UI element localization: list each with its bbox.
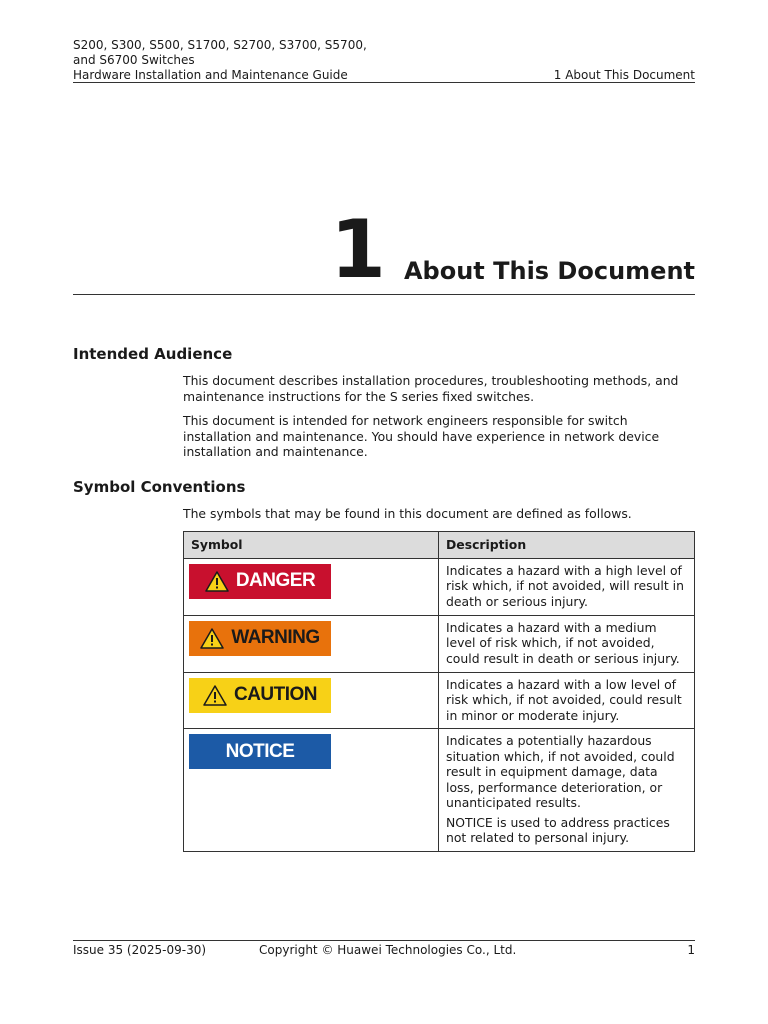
caution-label: CAUTION	[233, 684, 318, 706]
warning-triangle-icon	[205, 571, 229, 592]
table-row	[184, 672, 695, 729]
warning-triangle-icon	[203, 685, 227, 706]
chapter-title: About This Document	[403, 257, 695, 285]
caution-description: Indicates a hazard with a low level of risk which, if not avoided, could result in minor or moderate injury.	[446, 676, 682, 723]
symbol-conventions-intro: The symbols that may be found in this document are defined as follows.	[183, 506, 632, 521]
notice-label: NOTICE	[225, 740, 295, 762]
warning-description: Indicates a hazard with a medium level of risk which, if not avoided, could result in death or serious injury.	[446, 619, 680, 666]
symbol-cell	[184, 729, 439, 852]
chapter-heading	[330, 203, 695, 296]
description-cell	[439, 729, 695, 852]
danger-sign	[189, 564, 331, 599]
warning-triangle-icon	[200, 628, 224, 649]
footer-issue: Issue 35 (2025-09-30)	[73, 943, 207, 957]
description-cell	[439, 615, 695, 672]
table-row	[184, 558, 695, 615]
header-row	[73, 68, 695, 83]
notice-description-note: NOTICE is used to address practices not related to personal injury.	[446, 814, 670, 845]
intended-audience-paragraph-1: This document describes installation procedures, troubleshooting methods, and maintenance instructions for the S series fixed switches.	[183, 373, 679, 404]
table-header-description: Description	[439, 532, 695, 559]
header-divider	[73, 82, 695, 83]
intended-audience-heading: Intended Audience	[73, 345, 233, 363]
page-number: 1	[687, 943, 695, 957]
chapter-divider	[73, 294, 695, 295]
intended-audience-paragraph-2: This document is intended for network engineers responsible for switch installation and maintenance. You should have experience in network device installation and maintenance.	[183, 413, 660, 459]
danger-description: Indicates a hazard with a high level of risk which, if not avoided, will result in death or serious injury.	[446, 562, 684, 609]
chapter-number: 1	[330, 203, 386, 296]
caution-sign	[189, 678, 331, 713]
symbol-cell	[184, 558, 439, 615]
symbol-cell	[184, 615, 439, 672]
warning-sign	[189, 621, 331, 656]
footer-copyright: Copyright © Huawei Technologies Co., Ltd.	[259, 943, 517, 957]
header-guide-title: Hardware Installation and Maintenance Guide	[73, 68, 348, 82]
page-header	[73, 38, 695, 83]
table-row	[184, 729, 695, 852]
notice-sign	[189, 734, 331, 769]
danger-label: DANGER	[235, 570, 316, 592]
symbol-cell	[184, 672, 439, 729]
header-chapter-ref: 1 About This Document	[553, 68, 695, 82]
table-header-symbol: Symbol	[184, 532, 439, 559]
table-header-row	[184, 532, 695, 559]
symbol-conventions-table	[183, 531, 695, 852]
notice-description: Indicates a potentially hazardous situation which, if not avoided, could result in equipment damage, data loss, performance deterioration, or unanticipated results.	[446, 733, 675, 810]
header-product-title: S200, S300, S500, S1700, S2700, S3700, S5700, and S6700 Switches	[73, 38, 367, 67]
description-cell	[439, 672, 695, 729]
footer-divider	[73, 940, 695, 941]
description-cell	[439, 558, 695, 615]
table-row	[184, 615, 695, 672]
symbol-conventions-heading: Symbol Conventions	[73, 478, 246, 496]
warning-label: WARNING	[231, 627, 320, 649]
